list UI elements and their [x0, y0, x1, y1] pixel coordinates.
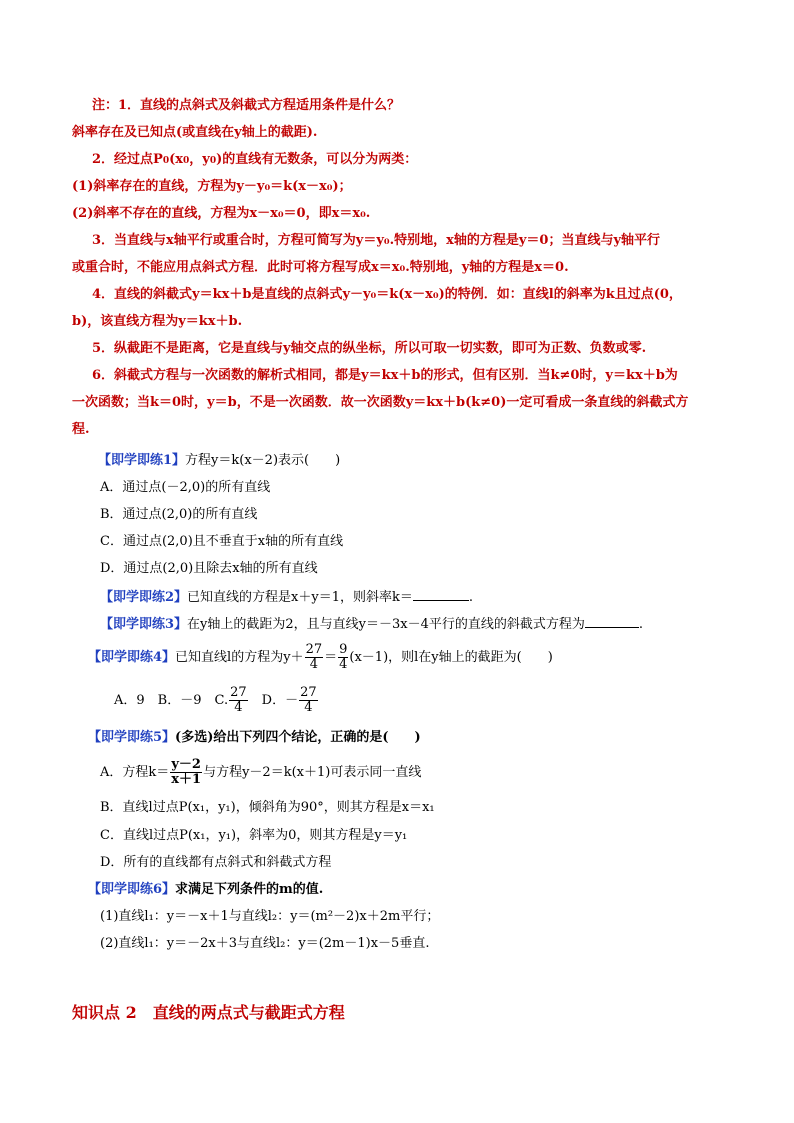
- exercise-2-question: 【即学即练2】已知直线的方程是x＋y＝1，则斜率k＝ .: [100, 586, 473, 608]
- exercise-4-question: 【即学即练4】已知直线l的方程为y＋ $\frac{27}{4}$ ＝ $\frac{9}{4}$ (x－1)，则l在y轴上的截距为( ): [88, 642, 553, 672]
- exercise-1-option-b: B．通过点(2,0)的所有直线: [100, 507, 258, 522]
- exercise-5-option-b: B．直线l过点P(x₁，y₁)，倾斜角为90°，则其方程是x＝x₁: [100, 800, 435, 815]
- exercise-2-tag: 【即学即练2】: [100, 590, 188, 605]
- note4-line2: b)，该直线方程为y＝kx＋b.: [72, 314, 243, 329]
- exercise-5-question: 【即学即练5】(多选)给出下列四个结论，正确的是( ): [88, 730, 421, 745]
- answer-blank[interactable]: [413, 586, 469, 601]
- note1-question: 注：1．直线的点斜式及斜截式方程适用条件是什么？: [92, 98, 401, 113]
- note6-line2: 一次函数；当k＝0时，y＝b，不是一次函数．故一次函数y＝kx＋b(k≠0)一定可看成一条直线的斜截式方: [72, 395, 689, 410]
- exercise-6-part-2: (2)直线l₁：y＝－2x＋3与直线l₂：y＝(2m－1)x－5垂直.: [100, 936, 430, 951]
- exercise-3-tag: 【即学即练3】: [100, 617, 188, 632]
- note2-intro: 2．经过点P0(x0，y0)的直线有无数条，可以分为两类：: [92, 152, 418, 167]
- exercise-4-options: A．9 B．－9 C. $\frac{27}{4}$ D．－ $\frac{27}{4}$: [114, 685, 317, 715]
- exercise-1-option-d: D．通过点(2,0)且除去x轴的所有直线: [100, 561, 318, 576]
- note5: 5．纵截距不是距离，它是直线与y轴交点的纵坐标，所以可取一切实数，即可为正数、负数或零.: [92, 341, 647, 356]
- note2-case1: (1)斜率存在的直线，方程为y－y₀＝k(x－x₀)；: [72, 179, 352, 194]
- note6-line3: 程.: [72, 422, 90, 437]
- exercise-3-question: 【即学即练3】在y轴上的截距为2，且与直线y＝－3x－4平行的直线的斜截式方程为 .: [100, 613, 643, 635]
- fraction: $\frac{27}{4}$: [300, 685, 317, 715]
- note3-line2: 或重合时，不能应用点斜式方程．此时可将方程写成x＝x₀.特别地，y轴的方程是x＝0.: [72, 260, 569, 275]
- note1-answer: 斜率存在及已知点(或直线在y轴上的截距).: [72, 125, 318, 140]
- exercise-5-tag: 【即学即练5】: [88, 730, 176, 745]
- exercise-5-option-c: C．直线l过点P(x₁，y₁)，斜率为0，则其方程是y＝y₁: [100, 828, 408, 843]
- exercise-6-tag: 【即学即练6】: [88, 882, 176, 897]
- fraction: $\frac{y-2}{x+1}$: [171, 757, 202, 787]
- fraction: $\frac{27}{4}$: [230, 685, 247, 715]
- section-heading: 知识点 2 直线的两点式与截距式方程: [72, 1003, 345, 1022]
- exercise-4-tag: 【即学即练4】: [88, 650, 176, 665]
- fraction: $\frac{27}{4}$: [305, 642, 323, 672]
- exercise-1-option-a: A．通过点(－2,0)的所有直线: [100, 480, 271, 495]
- exercise-5-option-d: D．所有的直线都有点斜式和斜截式方程: [100, 855, 332, 870]
- exercise-1-option-c: C．通过点(2,0)且不垂直于x轴的所有直线: [100, 534, 344, 549]
- note6-line1: 6．斜截式方程与一次函数的解析式相同，都是y＝kx＋b的形式，但有区别．当k≠0时，y＝kx＋b为: [92, 368, 678, 383]
- exercise-6-part-1: (1)直线l₁：y＝－x＋1与直线l₂：y＝(m²－2)x＋2m平行；: [100, 909, 440, 924]
- exercise-1-tag: 【即学即练1】: [98, 453, 186, 468]
- note4-line1: 4．直线的斜截式y＝kx＋b是直线的点斜式y－y₀＝k(x－x₀)的特例．如：直线l的斜率为k且过点(0，: [92, 287, 682, 302]
- note3-line1: 3．当直线与x轴平行或重合时，方程可简写为y＝y₀.特别地，x轴的方程是y＝0；当直线与y轴平行: [92, 233, 661, 248]
- exercise-1-question: 【即学即练1】方程y＝k(x－2)表示( ): [98, 453, 341, 468]
- fraction: $\frac{9}{4}$: [339, 642, 348, 672]
- exercise-6-question: 【即学即练6】求满足下列条件的m的值.: [88, 882, 324, 897]
- answer-blank[interactable]: [585, 613, 639, 628]
- exercise-5-option-a: A．方程k＝ $\frac{y-2}{x+1}$ 与方程y－2＝k(x＋1)可表示同一直线: [100, 757, 422, 787]
- note2-case2: (2)斜率不存在的直线，方程为x－x₀＝0，即x＝x₀.: [72, 206, 371, 221]
